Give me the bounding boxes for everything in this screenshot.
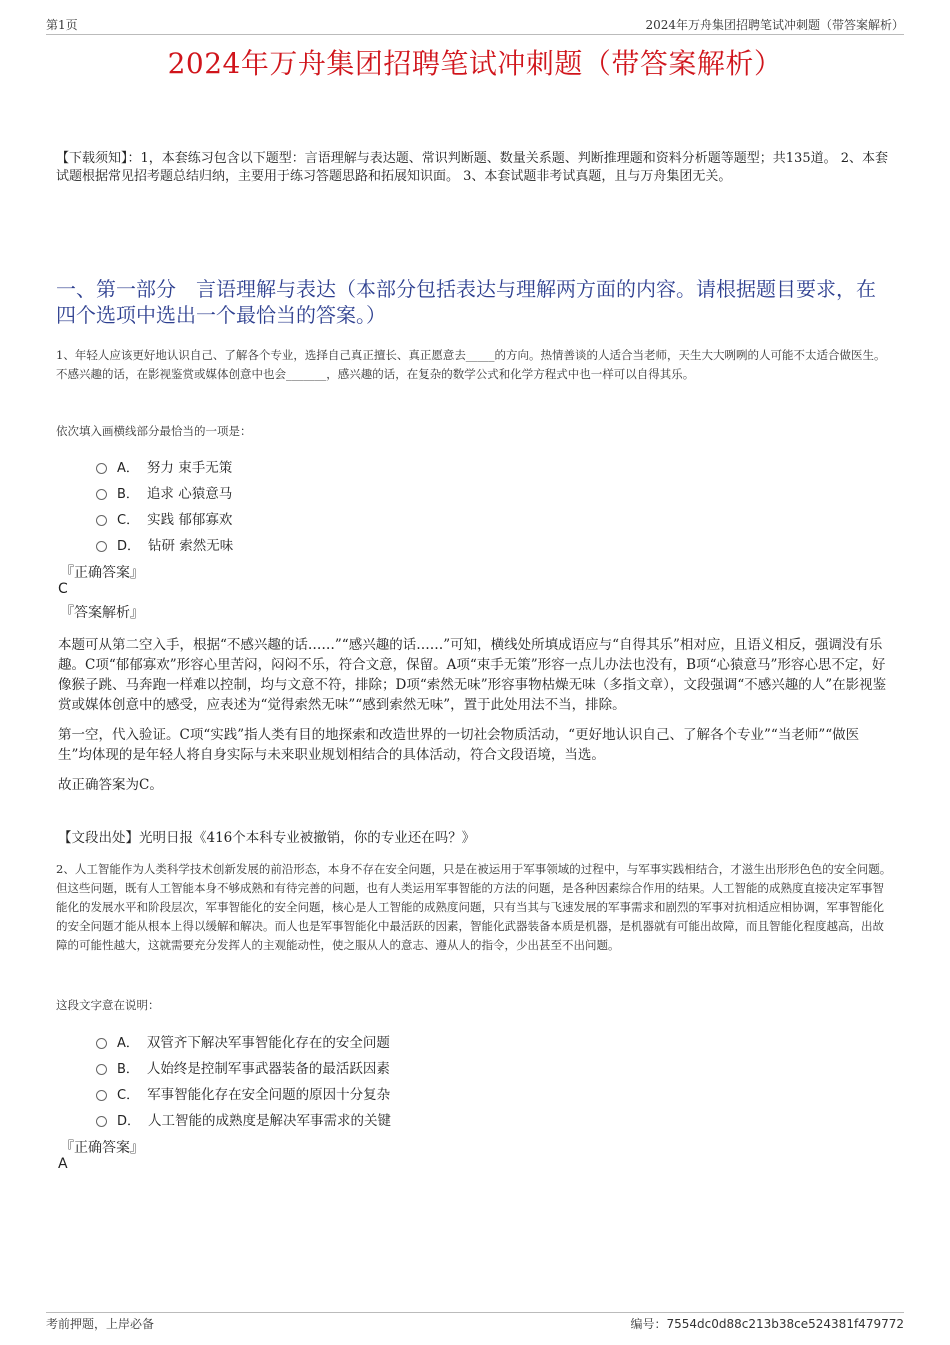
analysis-paragraph: 第一空，代入验证。C项“实践”指人类有目的地探索和改造世界的一切社会物质活动，“更好地认识自己、了解各个专业”“当老师”“做医生”均体现的是年轻人将自身实际与未来职业规划相结合的具体活动，符合文段语境，当选。: [58, 727, 860, 763]
radio-icon[interactable]: [96, 1038, 107, 1049]
footer-slogan: 考前押题，上岸必备: [46, 1317, 155, 1331]
q1-option-b[interactable]: [96, 479, 233, 505]
q1-answer-label: 『正确答案』: [60, 565, 144, 581]
radio-icon[interactable]: [96, 1116, 107, 1127]
q1-option-a[interactable]: [96, 453, 233, 479]
option-text: 钻研 索然无味: [148, 538, 234, 554]
q2-option-b[interactable]: [96, 1054, 391, 1080]
document-title: 2024年万舟集团招聘笔试冲刺题（带答案解析）: [167, 47, 783, 80]
option-letter: C．: [117, 1087, 140, 1103]
analysis-paragraph: 故正确答案为C。: [58, 777, 163, 793]
question-1-options: [96, 453, 233, 557]
q2-answer-label: 『正确答案』: [60, 1140, 144, 1156]
option-letter: B．: [117, 486, 139, 502]
q1-analysis: [58, 635, 890, 805]
radio-icon[interactable]: [96, 1064, 107, 1075]
download-notice: 【下载须知】：1，本套练习包含以下题型：言语理解与表达题、常识判断题、数量关系题、判断推理题和资料分析题等题型；共135道。 2、本套试题根据常见招考题总结归纳，主要用于练习答题思路和拓展知识面。 3、本套试题非考试真题，且与万舟集团无关。: [56, 151, 888, 184]
option-text: 努力 束手无策: [146, 460, 233, 476]
question-1-prompt: 依次填入画横线部分最恰当的一项是：: [56, 424, 252, 438]
section-heading: 一、第一部分 言语理解与表达（本部分包括表达与理解两方面的内容。请根据题目要求，在四个选项中选出一个最恰当的答案。）: [56, 277, 876, 327]
footer-code-value: 7554dc0d88c213b38ce524381f479772: [666, 1317, 904, 1331]
option-text: 实践 郁郁寡欢: [147, 512, 233, 528]
footer-code: [630, 1315, 904, 1332]
question-2-options: [96, 1028, 391, 1132]
radio-icon[interactable]: [96, 489, 107, 500]
option-letter: B．: [117, 1061, 139, 1077]
page-header: [46, 14, 904, 35]
analysis-paragraph: 本题可从第二空入手，根据“不感兴趣的话……”“感兴趣的话……”可知，横线处所填成语应与“自得其乐”相对应，且语义相反，强调没有乐趣。C项“郁郁寡欢”形容心里苦闷，闷闷不乐，符合文意，保留。A项“束手无策”形容一点儿办法也没有，B项“心猿意马”形容心思不定，好像猴子跳、马奔跑一样难以控制，均与文意不符，排除；D项“索然无味”形容事物枯燥无味（多指文章），文段强调“不感兴趣的人”在影视鉴赏或媒体创意中的感受，应表述为“觉得索然无味”“感到索然无味”，置于此处用法不当，排除。: [58, 637, 887, 713]
radio-icon[interactable]: [96, 463, 107, 474]
radio-icon[interactable]: [96, 541, 107, 552]
radio-icon[interactable]: [96, 1090, 107, 1101]
option-text: 人工智能的成熟度是解决军事需求的关键: [148, 1113, 392, 1129]
q2-answer: A: [58, 1156, 68, 1172]
radio-icon[interactable]: [96, 515, 107, 526]
q1-analysis-label: 『答案解析』: [60, 605, 144, 621]
question-2-text: 2、人工智能作为人类科学技术创新发展的前沿形态，本身不存在安全问题，只是在被运用于军事领域的过程中，与军事实践相结合，才滋生出形形色色的安全问题。但这些问题，既有人工智能本身不够成熟和有待完善的问题，也有人类运用军事智能的方法的问题，是各种因素综合作用的结果。人工智能的成熟度直接决定军事智能化的发展水平和阶段层次，军事智能化的安全问题，核心是人工智能的成熟度问题，只有当其与飞速发展的军事需求和剧烈的军事对抗相适应相协调，军事智能化的安全问题才能从根本上得以缓解和解决。而人也是军事智能化中最活跃的因素，智能化武器装备本质是机器，是机器就有可能出故障，而且智能化程度越高，出故障的可能性越大，这就需要充分发挥人的主观能动性，使之服从人的意志、遵从人的指令，少出甚至不出问题。: [56, 862, 892, 952]
q1-option-c[interactable]: [96, 505, 233, 531]
page-footer: [46, 1312, 904, 1335]
option-letter: A．: [117, 1035, 139, 1051]
q2-option-a[interactable]: [96, 1028, 391, 1054]
q2-option-d[interactable]: [96, 1106, 391, 1132]
option-text: 双管齐下解决军事智能化存在的安全问题: [146, 1035, 390, 1051]
option-letter: A．: [117, 460, 139, 476]
option-letter: D．: [117, 1113, 141, 1129]
q1-answer: C: [58, 581, 68, 597]
q2-option-c[interactable]: [96, 1080, 391, 1106]
option-text: 军事智能化存在安全问题的原因十分复杂: [147, 1087, 391, 1103]
option-letter: D．: [117, 538, 141, 554]
q1-option-d[interactable]: [96, 531, 233, 557]
question-2-prompt: 这段文字意在说明：: [56, 998, 160, 1012]
option-letter: C．: [117, 512, 140, 528]
option-text: 追求 心猿意马: [146, 486, 233, 502]
question-1-text: 1、年轻人应该更好地认识自己、了解各个专业，选择自己真正擅长、真正愿意去_____的方向。热情善谈的人适合当老师，天生大大咧咧的人可能不太适合做医生。不感兴趣的话，在影视鉴赏或媒体创意中也会_______，感兴趣的话，在复杂的数学公式和化学方程式中也一样可以自得其乐。: [56, 348, 886, 381]
header-doc-name: 2024年万舟集团招聘笔试冲刺题（带答案解析）: [645, 18, 904, 32]
footer-code-label: 编号：: [630, 1317, 667, 1331]
q1-source: 【文段出处】光明日报《416个本科专业被撤销，你的专业还在吗？》: [58, 830, 476, 846]
option-text: 人始终是控制军事武器装备的最活跃因素: [146, 1061, 390, 1077]
page-number: 第1页: [46, 18, 78, 32]
